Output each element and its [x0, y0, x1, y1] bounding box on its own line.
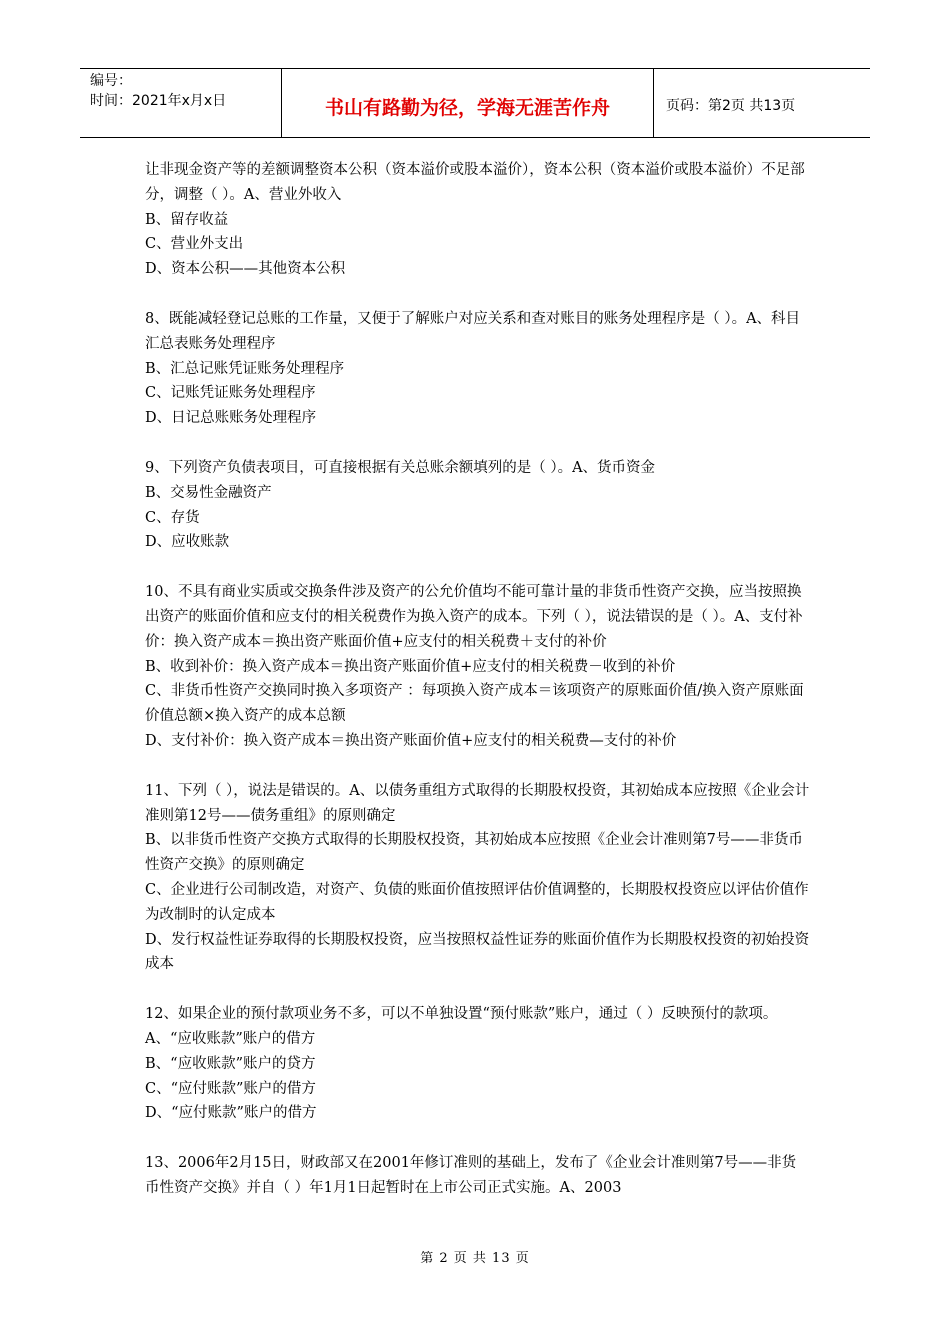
paragraph: 让非现金资产等的差额调整资本公积（资本溢价或股本溢价），资本公积（资本溢价或股本溢价）不足部分，调整（ ）。A、营业外收入 — [145, 162, 805, 203]
paragraph-gap — [145, 282, 810, 307]
document-body — [145, 158, 810, 1201]
paragraph: D、应收账款 — [145, 534, 230, 551]
paragraph: 8、既能减轻登记总账的工作量，又便于了解账户对应关系和查对账目的账务处理程序是（ ）。A、科目汇总表账务处理程序 — [145, 310, 801, 352]
page-footer: 第 2 页 共 13 页 — [420, 1251, 530, 1266]
paragraph: C、非货币性资产交换同时换入多项资产 ：每项换入资产成本＝该项资产的原账面价值/换入资产原账面价值总额×换入资产的成本总额 — [145, 683, 804, 725]
paragraph: C、企业进行公司制改造，对资产、负债的账面价值按照评估价值调整的，长期股权投资应以评估价值作为改制时的认定成本 — [145, 881, 809, 923]
paragraph: D、资本公积——其他资本公积 — [145, 261, 346, 278]
paragraph: B、留存收益 — [145, 211, 229, 228]
paragraph: 11、下列（ ），说法是错误的。A、以债务重组方式取得的长期股权投资，其初始成本应按照《企业会计准则第12号——债务重组》的原则确定 — [145, 782, 810, 824]
header-meta — [80, 69, 282, 137]
paragraph: B、汇总记账凭证账务处理程序 — [145, 360, 345, 377]
paragraph: C、存货 — [145, 509, 200, 526]
paragraph: B、以非货币性资产交换方式取得的长期股权投资，其初始成本应按照《企业会计准则第7号——非货币性资产交换》的原则确定 — [145, 832, 803, 874]
paragraph: C、“应付账款”账户的借方 — [145, 1080, 316, 1097]
paragraph: D、“应付账款”账户的借方 — [145, 1105, 317, 1122]
paragraph: D、日记总账账务处理程序 — [145, 410, 317, 427]
time-label: 时间：2021年x月x日 — [90, 93, 227, 109]
code-label: 编号： — [90, 73, 132, 89]
paragraph: 12、如果企业的预付款项业务不多，可以不单独设置“预付账款”账户，通过（ ）反映预付的款项。A、“应收账款”账户的借方 — [145, 1006, 778, 1047]
page-header — [80, 68, 870, 138]
paragraph: 9、下列资产负债表项目，可直接根据有关总账余额填列的是（ ）。A、货币资金 — [145, 459, 656, 476]
paragraph: B、收到补价：换入资产成本＝换出资产账面价值+应支付的相关税费－收到的补价 — [145, 658, 676, 675]
paragraph-gap — [145, 555, 810, 580]
paragraph: B、交易性金融资产 — [145, 484, 272, 501]
paragraph: 10、不具有商业实质或交换条件涉及资产的公允价值均不能可靠计量的非货币性资产交换，应当按照换出资产的账面价值和应支付的相关税费作为换入资产的成本。下列（ ），说法错误的是（ ）。A、支付补价：换入资产成本＝换出资产账面价值+应支付的相关税费＋支付的补价 — [145, 584, 803, 650]
header-motto: 书山有路勤为径，学海无涯苦作舟 — [282, 69, 654, 137]
paragraph: C、营业外支出 — [145, 236, 244, 253]
paragraph-gap — [145, 754, 810, 779]
paragraph: B、“应收账款”账户的贷方 — [145, 1055, 316, 1072]
paragraph: D、支付补价：换入资产成本＝换出资产账面价值+应支付的相关税费—支付的补价 — [145, 732, 677, 749]
paragraph: D、发行权益性证券取得的长期股权投资，应当按照权益性证券的账面价值作为长期股权投资的初始投资成本 — [145, 931, 810, 973]
paragraph: 13、2006年2月15日，财政部又在2001年修订准则的基础上，发布了《企业会计准则第7号——非货币性资产交换》并自（ ）年1月1日起暂时在上市公司正式实施。A、2003 — [145, 1155, 797, 1196]
paragraph-gap — [145, 431, 810, 456]
paragraph-gap — [145, 1126, 810, 1151]
header-page-info: 页码：第2页 共13页 — [666, 98, 796, 114]
paragraph: C、记账凭证账务处理程序 — [145, 385, 316, 402]
paragraph-gap — [145, 977, 810, 1002]
